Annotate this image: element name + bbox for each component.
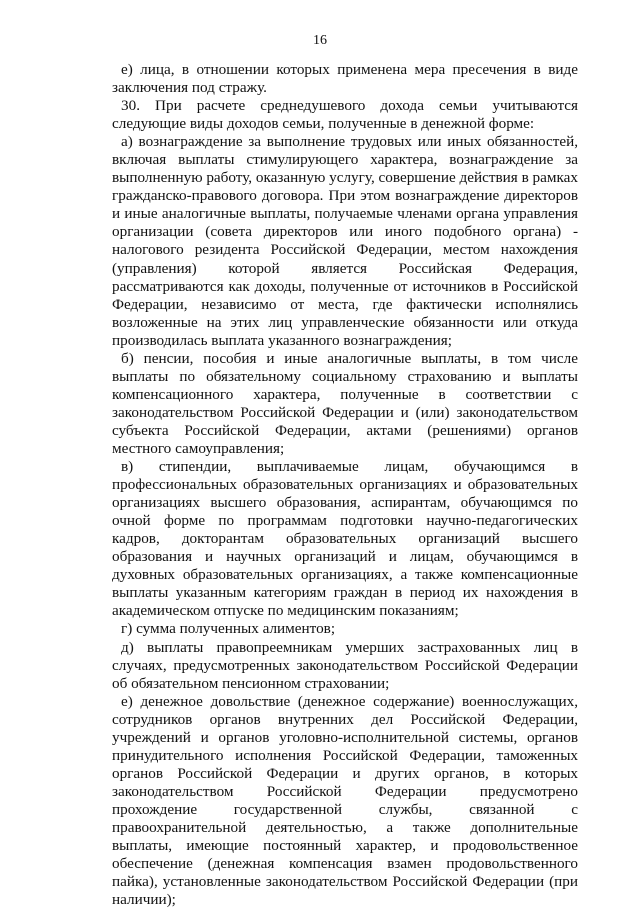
- page-number: 16: [313, 33, 327, 48]
- paragraph-item-b-pensions: б) пенсии, пособия и иные аналогичные выплаты, в том числе выплаты по обязательному социальному страхованию и выплаты компенсационного характера, полученные в соответствии с законодательством Российской Федерации и (или) законодательством субъекта Российской Федерации, актами (решениями) органов местного самоуправления;: [112, 349, 578, 457]
- paragraph-item-v-stipends: в) стипендии, выплачиваемые лицам, обучающимся в профессиональных образовательных организациях и образовательных организациях высшего образования, аспирантам, обучающимся по очной форме по программам подготовки научно-педагогических кадров, докторантам образовательных организаций высшего образования и научных организаций и лицам, обучающимся в духовных образовательных организациях, а также компенсационные выплаты указанным категориям граждан в период их нахождения в академическом отпуске по медицинским показаниям;: [112, 458, 578, 620]
- paragraph-item-g-alimony: г) сумма полученных алиментов;: [121, 620, 336, 638]
- paragraph-30-income-types: 30. При расчете среднедушевого дохода семьи учитываются следующие виды доходов семьи, полученные в денежной форме:: [112, 97, 578, 133]
- paragraph-item-d-successors: д) выплаты правопреемникам умерших застрахованных лиц в случаях, предусмотренных законодательством Российской Федерации об обязательном пенсионном страховании;: [112, 638, 578, 692]
- paragraph-item-e-detention: е) лица, в отношении которых применена мера пресечения в виде заключения под стражу.: [112, 61, 578, 97]
- paragraph-item-a-remuneration: а) вознаграждение за выполнение трудовых или иных обязанностей, включая выплаты стимулирующего характера, вознаграждение за выполненную работу, оказанную услугу, совершение действия в рамках гражданско-правового договора. При этом вознаграждение директоров и иные аналогичные выплаты, получаемые членами органа управления организации (совета директоров или иного подобного органа) - налогового резидента Российской Федерации, местом нахождения (управления) которой является Российская Федерация, рассматриваются как доходы, полученные от источников в Российской Федерации, независимо от места, где фактически исполнялись возложенные на этих лиц управленческие обязанности или откуда производилась выплата указанного вознаграждения;: [112, 133, 578, 349]
- paragraph-item-e-allowance: е) денежное довольствие (денежное содержание) военнослужащих, сотрудников органов внутренних дел Российской Федерации, учреждений и органов уголовно-исполнительной системы, органов принудительного исполнения Российской Федерации, таможенных органов Российской Федерации и других органов, в которых законодательством Российской Федерации предусмотрено прохождение государственной службы, связанной с правоохранительной деятельностью, а также дополнительные выплаты, имеющие постоянный характер, и продовольственное обеспечение (денежная компенсация взамен продовольственного пайка), установленные законодательством Российской Федерации (при наличии);: [112, 692, 578, 909]
- document-body: [112, 61, 578, 909]
